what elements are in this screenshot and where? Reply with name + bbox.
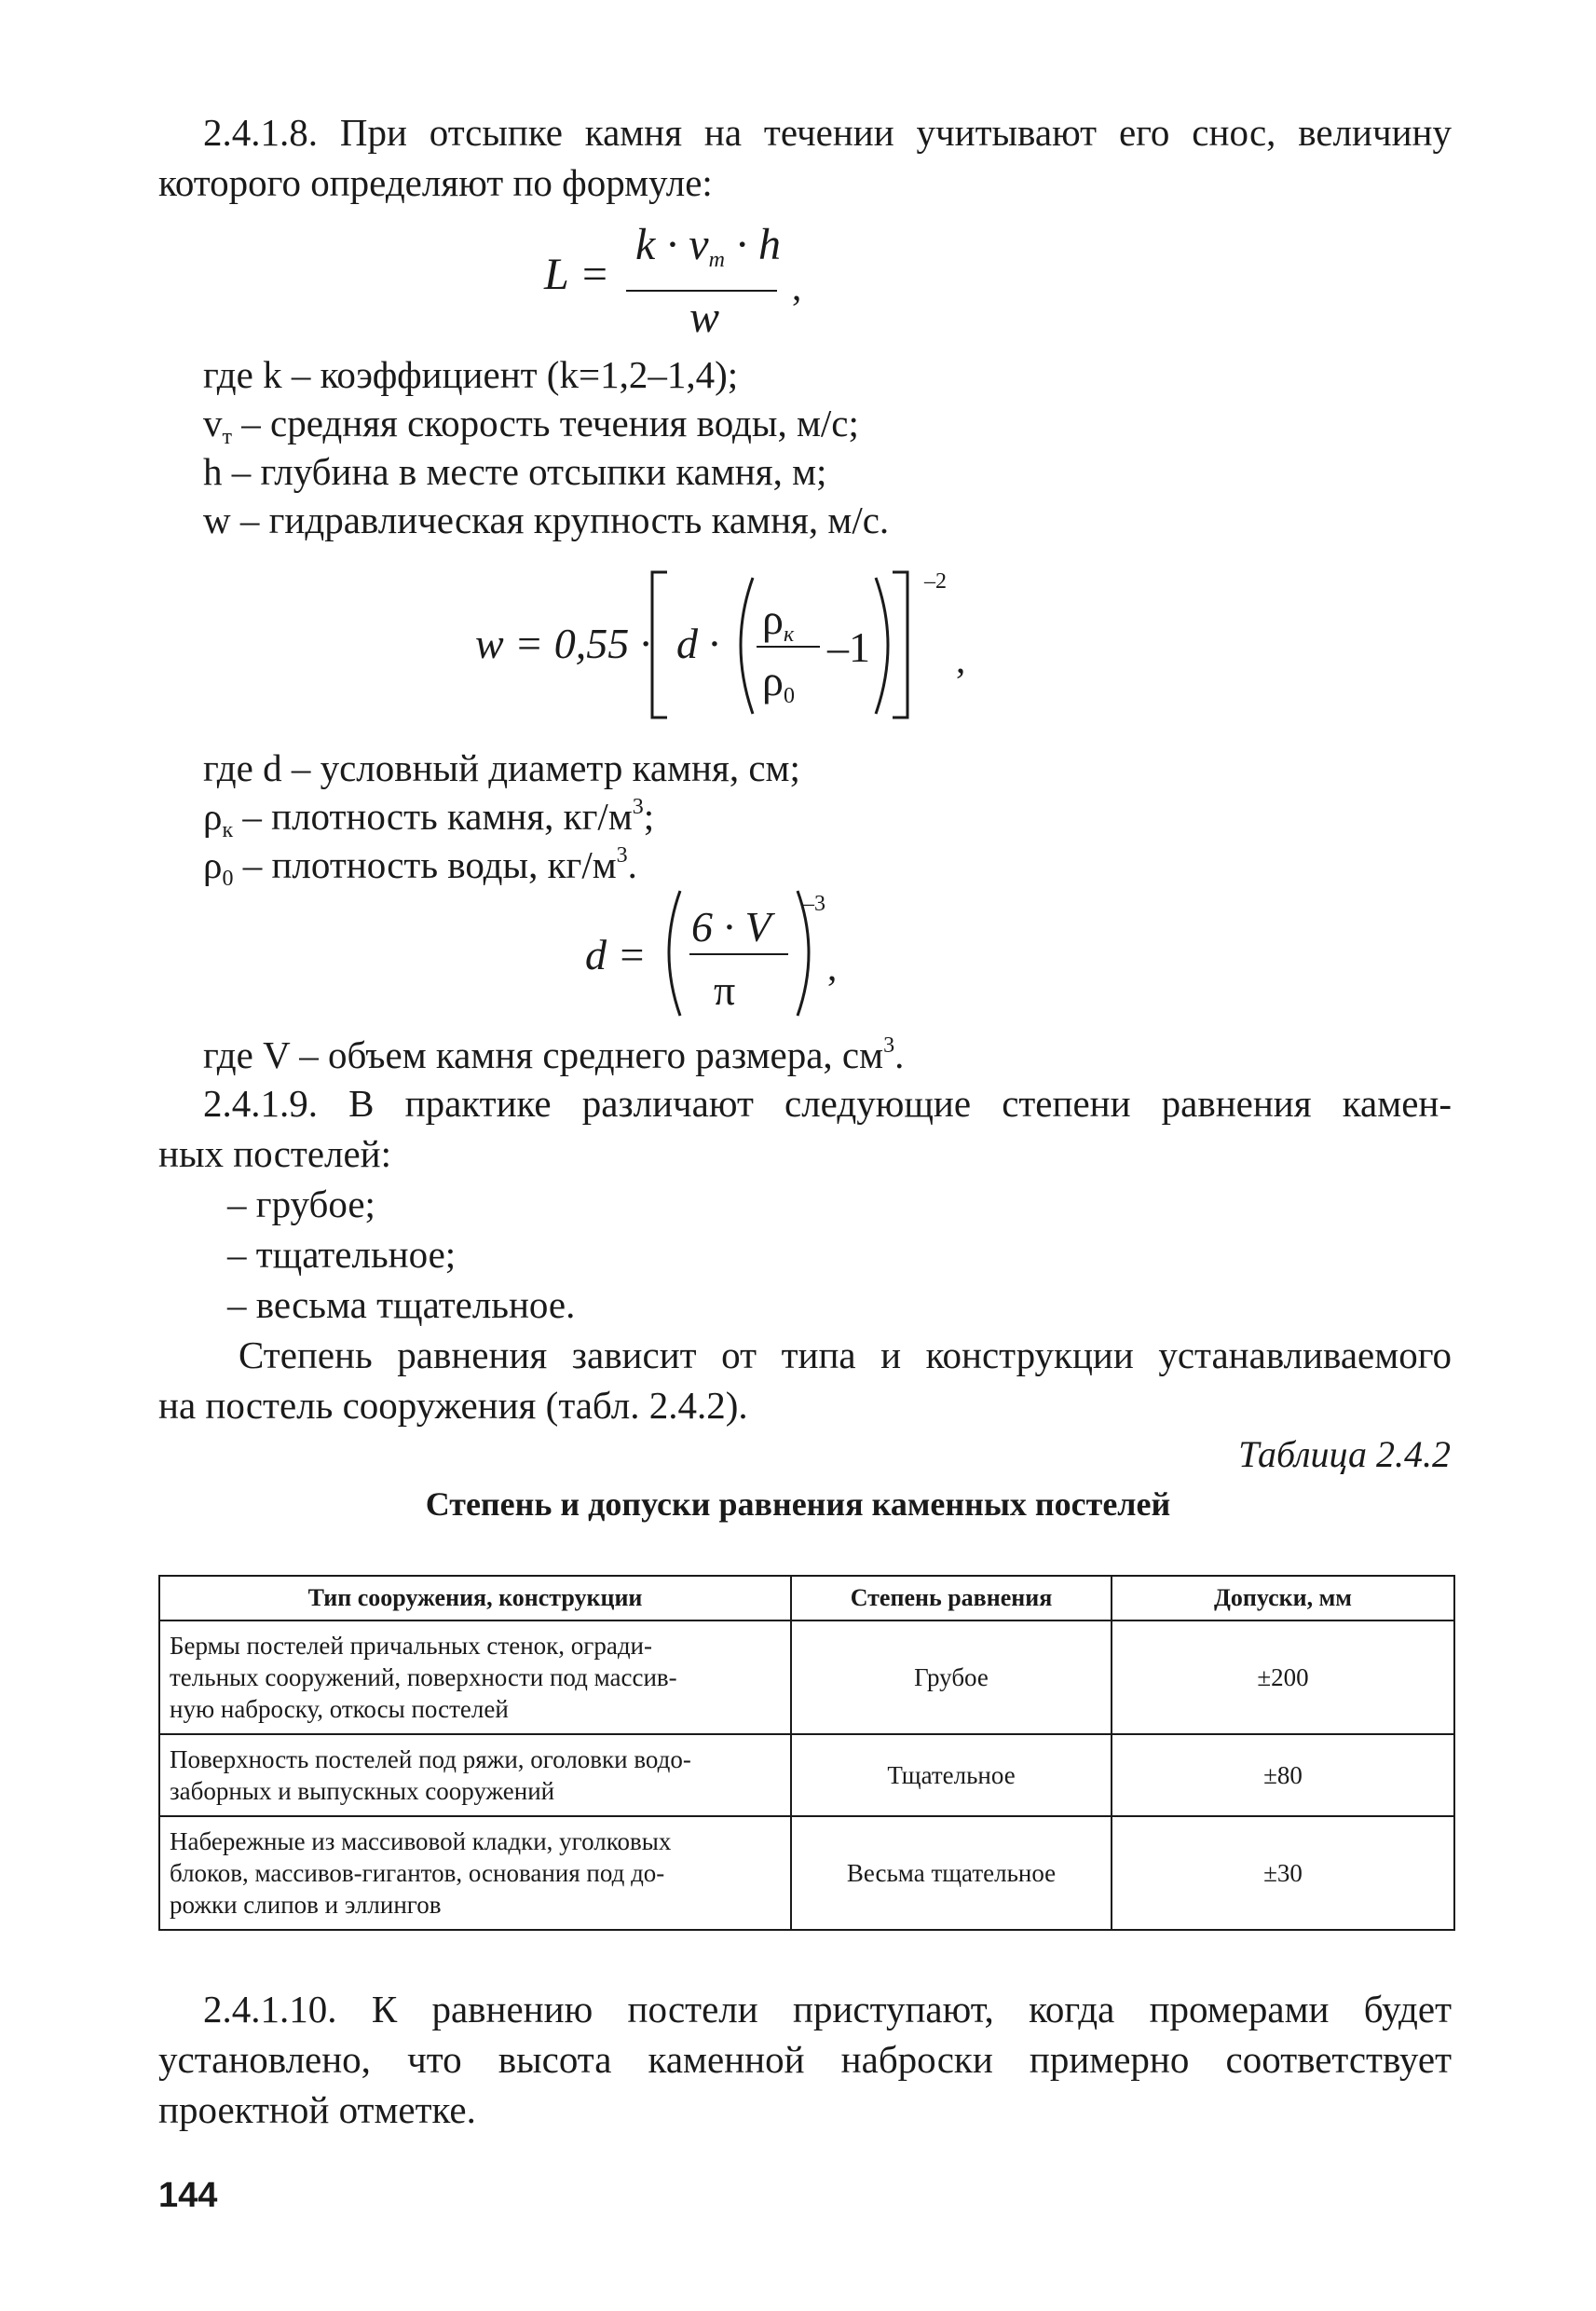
header-type: Тип сооружения, конструкции <box>159 1576 791 1620</box>
para-2-4-1-10-line-3: проектной отметке. <box>158 2088 476 2131</box>
cell-tolerance: ±200 <box>1112 1620 1454 1734</box>
formula-w-lhs: w = 0,55 · <box>475 620 651 667</box>
list-item-very-careful: – весьма тщательное. <box>227 1283 576 1326</box>
table-row <box>159 1816 1454 1930</box>
para-degree-line-2: на постель сооружения (табл. 2.4.2). <box>158 1384 748 1427</box>
tolerance-table <box>158 1575 1455 1931</box>
formula-w-d: d · <box>676 620 719 667</box>
table-title: Степень и допуски равнения каменных постелей <box>425 1485 1171 1523</box>
cell-type: Бермы постелей причальных стенок, огради- тельных сооружений, поверхности под массив- ную наброску, откосы постелей <box>159 1620 791 1734</box>
formula-w-rho-0: $\rho_0$ <box>762 657 795 708</box>
table-header-row <box>159 1576 1454 1620</box>
formula-w-comma: , <box>956 638 966 681</box>
para-2-4-1-9-line-2: ных постелей: <box>158 1132 392 1175</box>
table-label: Таблица 2.4.2 <box>1238 1433 1451 1475</box>
where-w: w – гидравлическая крупность камня, м/с. <box>203 499 890 541</box>
formula-w-exponent: –2 <box>924 569 947 594</box>
formula-L-numerator: $k \cdot v_m \cdot h$ <box>635 220 781 272</box>
cell-tolerance: ±80 <box>1112 1734 1454 1816</box>
cell-degree: Весьма тщательное <box>791 1816 1112 1930</box>
formula-L-comma: , <box>792 266 802 308</box>
where-rho-k: $\rho_к$ – плотность камня, $кг/м^3$; <box>203 795 655 842</box>
where-V: где V – объем камня среднего размера, $см^3$. <box>203 1033 905 1076</box>
formula-L-denominator: w <box>689 293 720 342</box>
para-degree-line-1: Степень равнения зависит от типа и конструкции устанавливаемого <box>239 1333 1452 1376</box>
table-row <box>159 1620 1454 1734</box>
header-tolerance: Допуски, мм <box>1112 1576 1454 1620</box>
formula-w-rho-k: $\rho_к$ <box>762 595 795 647</box>
para-2-4-1-8-line-2: которого определяют по формуле: <box>158 161 713 204</box>
formula-d-comma: , <box>827 946 838 989</box>
formula-d-exponent: –3 <box>803 892 825 916</box>
cell-type: Набережные из массивовой кладки, уголковых блоков, массивов-гигантов, основания под до- рожки слипов и эллингов <box>159 1816 791 1930</box>
cell-degree: Грубое <box>791 1620 1112 1734</box>
formula-d-numerator: 6 · V <box>691 903 771 950</box>
formula-d-denominator: π <box>714 966 736 1014</box>
where-rho-0: $\rho_0$ – плотность воды, $кг/м^3$. <box>203 843 637 891</box>
cell-tolerance: ±30 <box>1112 1816 1454 1930</box>
list-item-rough: – грубое; <box>227 1183 375 1225</box>
formula-L-fraction-bar <box>626 290 777 292</box>
para-2-4-1-10-line-2: установлено, что высота каменной наброски примерно соответствует <box>158 2038 1452 2081</box>
table-row <box>159 1734 1454 1816</box>
formula-d-lhs: d = <box>585 931 647 978</box>
para-2-4-1-8-line-1: 2.4.1.8. При отсыпке камня на течении учитывают его снос, величину <box>203 111 1452 154</box>
page-number: 144 <box>158 2176 218 2215</box>
where-k: где k – коэффициент (k=1,2–1,4); <box>203 353 739 396</box>
cell-degree: Тщательное <box>791 1734 1112 1816</box>
para-2-4-1-9-line-1: 2.4.1.9. В практике различают следующие степени равнения камен- <box>203 1082 1452 1125</box>
formula-w-minus-one: –1 <box>827 623 870 671</box>
where-d: где d – условный диаметр камня, см; <box>203 746 800 789</box>
where-v: $v_т$ – средняя скорость течения воды, м/с; <box>203 402 859 449</box>
header-degree: Степень равнения <box>791 1576 1112 1620</box>
list-item-careful: – тщательное; <box>227 1233 457 1276</box>
para-2-4-1-10-line-1: 2.4.1.10. К равнению постели приступают, когда промерами будет <box>203 1988 1452 2031</box>
cell-type: Поверхность постелей под ряжи, оголовки водо- заборных и выпускных сооружений <box>159 1734 791 1816</box>
formula-L-lhs: L = <box>544 250 610 299</box>
where-h: h – глубина в месте отсыпки камня, м; <box>203 450 827 493</box>
